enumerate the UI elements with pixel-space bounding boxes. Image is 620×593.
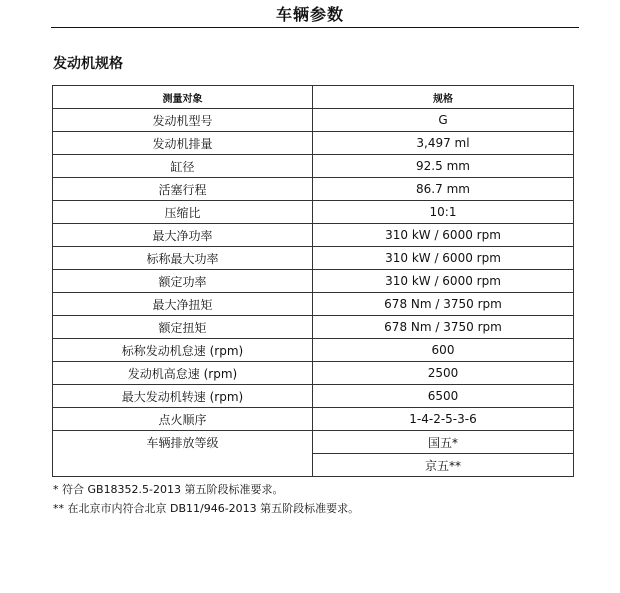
row-label: 最大净功率: [53, 224, 313, 247]
title-divider: [51, 27, 579, 28]
table-row: [53, 155, 574, 178]
row-label: 发动机排量: [53, 132, 313, 155]
row-value: 6500: [313, 385, 574, 408]
engine-spec-table: [52, 85, 574, 477]
row-label: 发动机型号: [53, 109, 313, 132]
table-row: [53, 247, 574, 270]
table-row: [53, 270, 574, 293]
row-label: 点火顺序: [53, 408, 313, 431]
table-row: [53, 408, 574, 431]
row-value: G: [313, 109, 574, 132]
table-row: [53, 178, 574, 201]
row-label: 最大净扭矩: [53, 293, 313, 316]
row-value: 678 Nm / 3750 rpm: [313, 316, 574, 339]
row-label: 发动机高怠速 (rpm): [53, 362, 313, 385]
row-label: 标称发动机怠速 (rpm): [53, 339, 313, 362]
table-row: [53, 362, 574, 385]
row-label: 标称最大功率: [53, 247, 313, 270]
table-header-row: [53, 86, 574, 109]
column-header-item: 测量对象: [53, 86, 313, 109]
table-row: [53, 201, 574, 224]
table-row-emission: [53, 431, 574, 454]
section-heading: 发动机规格: [53, 56, 123, 72]
row-value: 86.7 mm: [313, 178, 574, 201]
row-label: 活塞行程: [53, 178, 313, 201]
row-value: 92.5 mm: [313, 155, 574, 178]
emission-value-national: 国五*: [313, 431, 574, 454]
row-value: 310 kW / 6000 rpm: [313, 247, 574, 270]
table-row: [53, 316, 574, 339]
table-row: [53, 339, 574, 362]
row-label: 压缩比: [53, 201, 313, 224]
footnote-2: ** 在北京市内符合北京 DB11/946-2013 第五阶段标准要求。: [53, 502, 360, 515]
footnote-1: * 符合 GB18352.5-2013 第五阶段标准要求。: [53, 483, 284, 496]
row-label: 额定扭矩: [53, 316, 313, 339]
table-row: [53, 224, 574, 247]
table-row: [53, 293, 574, 316]
footnotes: [53, 480, 359, 518]
row-label: 最大发动机转速 (rpm): [53, 385, 313, 408]
column-header-spec: 规格: [313, 86, 574, 109]
table-row: [53, 132, 574, 155]
emission-label: 车辆排放等级: [53, 431, 313, 477]
row-value: 1-4-2-5-3-6: [313, 408, 574, 431]
table-row: [53, 385, 574, 408]
row-label: 缸径: [53, 155, 313, 178]
row-value: 310 kW / 6000 rpm: [313, 270, 574, 293]
row-value: 600: [313, 339, 574, 362]
row-value: 3,497 ml: [313, 132, 574, 155]
emission-value-beijing: 京五**: [313, 454, 574, 477]
row-value: 310 kW / 6000 rpm: [313, 224, 574, 247]
table-row: [53, 109, 574, 132]
row-value: 10:1: [313, 201, 574, 224]
row-value: 2500: [313, 362, 574, 385]
page-title: 车辆参数: [275, 5, 344, 24]
row-label: 额定功率: [53, 270, 313, 293]
row-value: 678 Nm / 3750 rpm: [313, 293, 574, 316]
